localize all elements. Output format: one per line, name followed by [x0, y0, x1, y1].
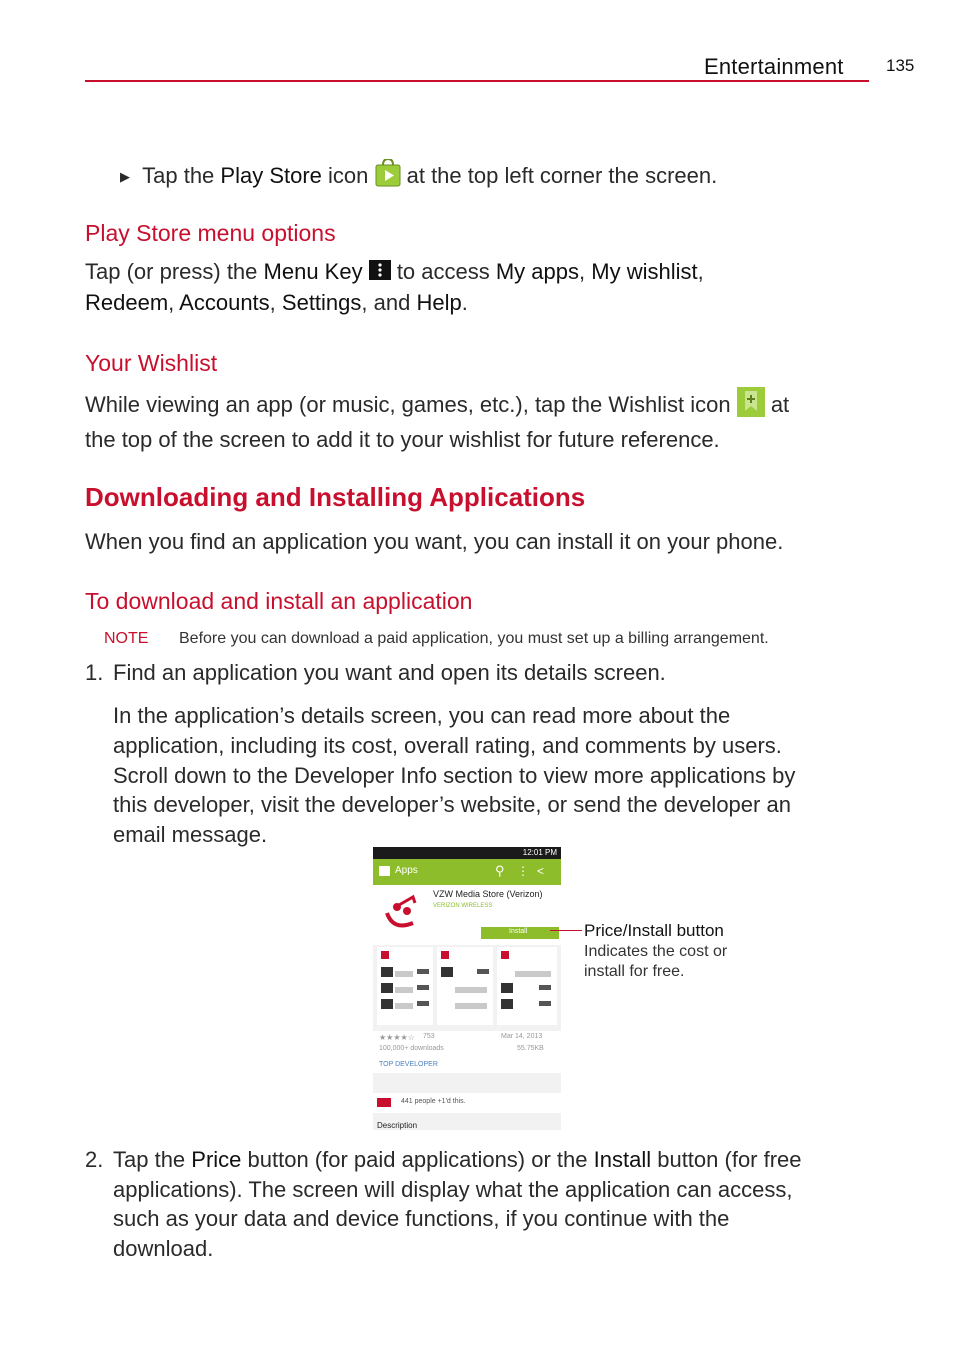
rating-row: ★★★★☆ 753 Mar 14, 2013 100,000+ downloads 55.75KB TOP DEVELOPER	[373, 1031, 561, 1073]
menu-key-icon	[369, 258, 391, 288]
downloading-intro: When you find an application you want, you can install it on your phone.	[85, 529, 784, 554]
screenshot-thumb	[381, 967, 393, 977]
plus-one-icon	[377, 1098, 391, 1107]
heading-menu-options: Play Store menu options	[85, 220, 336, 246]
share-icon: <	[537, 864, 545, 878]
note-label: NOTE	[104, 630, 149, 647]
status-bar: 12:01 PM	[373, 847, 561, 859]
callout-text: Indicates the cost or install for free.	[584, 943, 728, 980]
note-text: Before you can download a paid application, you must set up a billing arrangement.	[179, 630, 769, 647]
details-line: email message.	[113, 822, 268, 848]
app-details-screenshot: 12:01 PM Apps ⚲ ⋮ < VZW Media Store (Verizon) VERIZON WIRELESS Install ★★★★☆ 753 Mar 14, 2013 100,000+ downloads 55.75KB TOP DEVELOPER 441 people +1'd this. Description	[373, 847, 561, 1130]
install-button[interactable]: Install	[481, 927, 559, 939]
rating-stars: ★★★★☆	[379, 1033, 415, 1042]
step2-text: Tap the Price button (for paid applications) or the Install button (for free applications). The screen will display what the application can access, such as your data and device functions, if you continue with the download.	[113, 1147, 802, 1262]
details-line: In the application’s details screen, you can read more about the	[113, 703, 731, 728]
callout-title: Price/Install button	[584, 921, 724, 940]
search-icon: ⚲	[495, 863, 505, 878]
screenshot-button	[539, 1001, 551, 1006]
details-line: this developer, visit the developer’s website, or send the developer an	[113, 792, 791, 818]
screenshot-line	[395, 1003, 413, 1009]
header-rule	[85, 80, 869, 82]
app-logo-icon	[383, 893, 425, 933]
heading-wishlist: Your Wishlist	[85, 350, 218, 376]
app-bar: Apps ⚲ ⋮ <	[373, 859, 561, 885]
bag-icon	[379, 866, 390, 876]
play-store-icon	[375, 159, 401, 195]
details-paragraph	[113, 701, 873, 850]
step1-text: Find an application you want and open its details screen.	[113, 660, 666, 685]
step1-number: 1.	[85, 660, 104, 685]
heading-downloading: Downloading and Installing Applications	[85, 482, 586, 512]
screenshot-button	[417, 1001, 429, 1006]
screenshot-thumb	[441, 967, 453, 977]
screenshot-button	[539, 985, 551, 990]
bullet-tap-play-store: ▶ Tap the Play Store icon at the top left corner the screen.	[120, 159, 717, 195]
bullet-arrow-icon: ▶	[120, 169, 130, 184]
app-header: VZW Media Store (Verizon) VERIZON WIRELESS Install	[373, 885, 561, 945]
wishlist-icon	[737, 387, 765, 425]
screenshot-button	[477, 969, 489, 974]
screenshot-button	[417, 969, 429, 974]
screenshot-thumb	[381, 983, 393, 993]
screenshot-line	[455, 1003, 487, 1009]
section-title: Entertainment	[704, 54, 844, 79]
screenshot-line	[515, 971, 551, 977]
screenshot-line	[395, 987, 413, 993]
screenshot-thumb	[381, 999, 393, 1009]
callout-line	[550, 930, 582, 931]
menu-icon: ⋮	[517, 864, 529, 878]
screenshot-thumb	[501, 983, 513, 993]
screenshot-button	[417, 985, 429, 990]
screenshot-thumb	[381, 951, 389, 959]
menu-options-paragraph: Tap (or press) the Menu Key to access My apps, My wishlist, Redeem, Accounts, Settings, and Help.	[85, 259, 704, 316]
screenshot-line	[455, 987, 487, 993]
screenshot-thumb	[501, 999, 513, 1009]
plus-one-row: 441 people +1'd this.	[373, 1093, 561, 1113]
step2-number: 2.	[85, 1147, 104, 1172]
screenshot-line	[395, 971, 413, 977]
wishlist-paragraph: While viewing an app (or music, games, etc.), tap the Wishlist icon at the top of the screen to add it to your wishlist for future reference.	[85, 387, 875, 455]
details-line: Scroll down to the Developer Info section to view more applications by	[113, 762, 796, 788]
screenshot-thumb	[501, 951, 509, 959]
page-number: 135	[886, 56, 915, 75]
heading-to-download: To download and install an application	[85, 588, 473, 614]
screenshot-thumb	[441, 951, 449, 959]
details-line: application, including its cost, overall rating, and comments by users.	[113, 732, 782, 758]
